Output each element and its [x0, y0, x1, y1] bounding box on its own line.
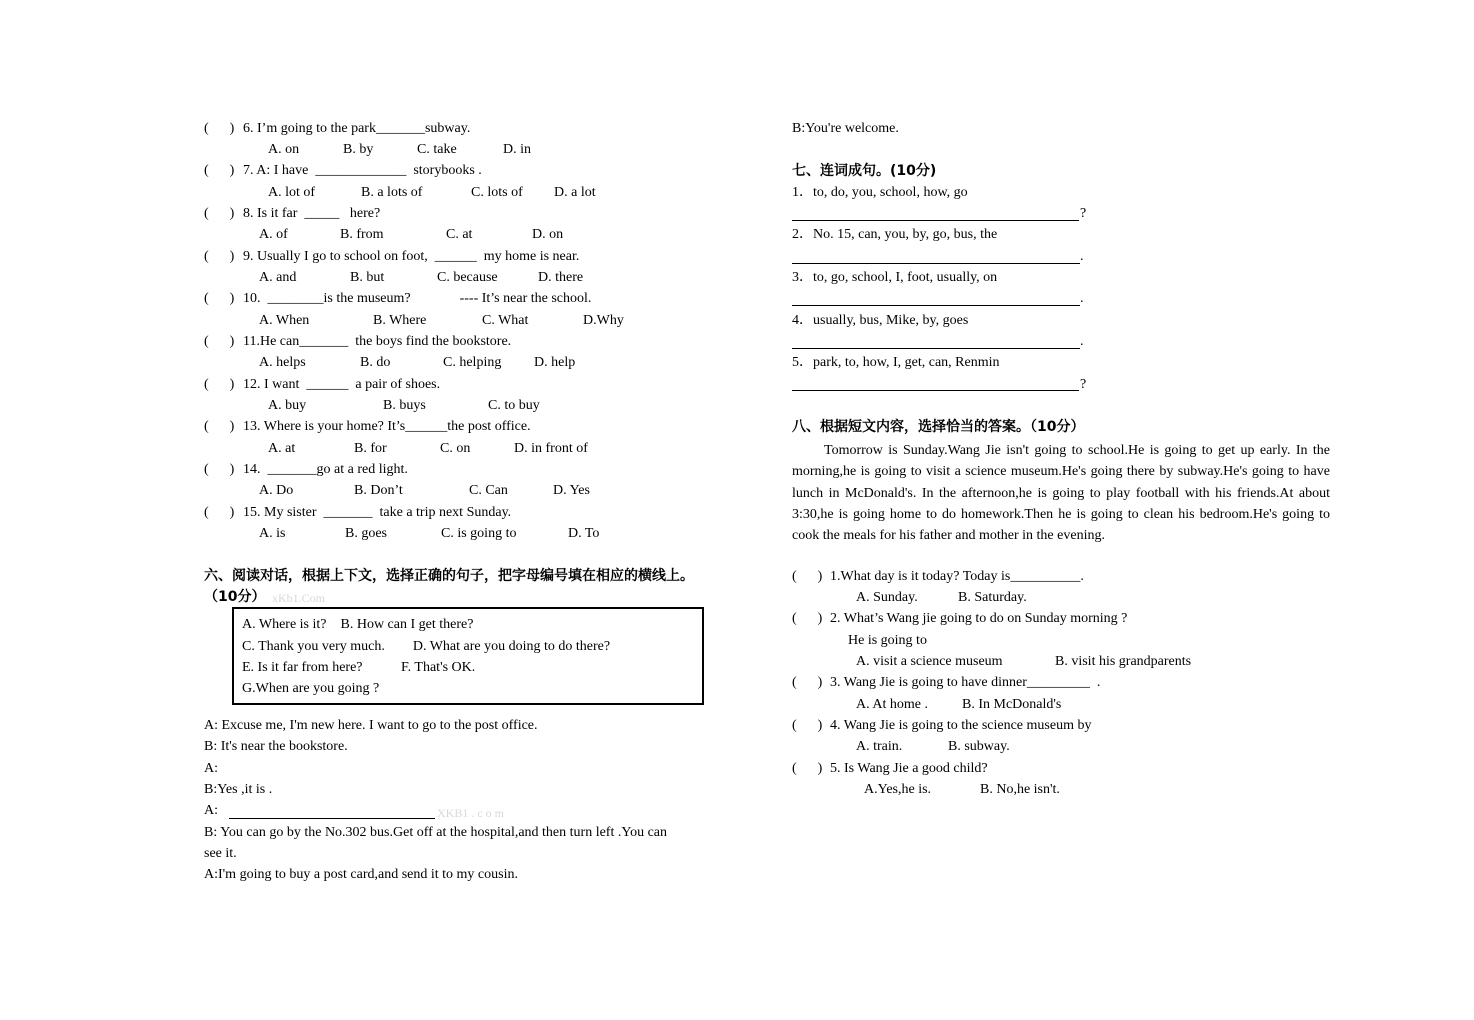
option: D. To: [568, 526, 600, 541]
option: B. In McDonald's: [962, 697, 1062, 712]
reading-passage: Tomorrow is Sunday.Wang Jie isn't going to school.He is going to get up early. In the morning,he is going to visit a science museum.He's going there by subway.He's going to have lunch in McDonald's. In the afternoon,he is going to play football with his friends.At about 3:30,he is going home to do homework.Then he is going to clean his bedroom.He's going to cook the meals for his father and mother in the evening.: [792, 443, 1330, 544]
option: C. lots of: [471, 185, 523, 200]
reading-question-5: 5. Is Wang Jie a good child?: [830, 761, 988, 776]
option: B. from: [340, 227, 384, 242]
option: D. there: [538, 270, 584, 285]
sentence-prompt: 4．usually, bus, Mike, by, goes: [792, 313, 969, 328]
reading-question-4: 4. Wang Jie is going to the science museum by: [830, 718, 1092, 733]
option: C. to buy: [488, 398, 540, 413]
option: B. subway.: [948, 739, 1010, 754]
option: B. Don’t: [354, 483, 403, 498]
option: C. is going to: [441, 526, 517, 541]
reading-question-3: 3. Wang Jie is going to have dinner_________ .: [830, 675, 1101, 690]
question-7: 7. A: I have _____________ storybooks .: [243, 163, 482, 178]
answer-line: [792, 305, 1080, 306]
answer-line: [792, 348, 1080, 349]
option: A. At home .: [856, 697, 928, 712]
option: D. in front of: [514, 441, 588, 456]
option: B. visit his grandparents: [1055, 654, 1192, 669]
box-line: E. Is it far from here? F. That's OK.: [242, 660, 476, 675]
answer-line: [792, 390, 1079, 391]
answer-paren: ( ): [204, 206, 235, 221]
sentence-end: .: [1080, 334, 1084, 349]
option: B. buys: [383, 398, 426, 413]
question-8: 8. Is it far _____ here?: [243, 206, 381, 221]
option: A.Yes,he is.: [864, 782, 932, 797]
option: A. lot of: [268, 185, 316, 200]
option: B. No,he isn't.: [980, 782, 1060, 797]
answer-line: [792, 220, 1079, 221]
option: C. on: [440, 441, 471, 456]
sentence-prompt: 2．No. 15, can, you, by, go, bus, the: [792, 227, 998, 242]
option: B. by: [343, 142, 374, 157]
option: A. visit a science museum: [856, 654, 1003, 669]
answer-paren: ( ): [792, 611, 823, 626]
option: D. on: [532, 227, 564, 242]
option: D. a lot: [554, 185, 596, 200]
option: A. is: [259, 526, 286, 541]
answer-paren: ( ): [204, 334, 235, 349]
option: B. Where: [373, 313, 427, 328]
option: C. Can: [469, 483, 508, 498]
sentence-prompt: 1．to, do, you, school, how, go: [792, 185, 968, 200]
reading-question-2: 2. What’s Wang jie going to do on Sunday morning ?: [830, 611, 1128, 626]
dialog-line: A:: [204, 803, 218, 818]
answer-paren: ( ): [204, 377, 235, 392]
answer-paren: ( ): [792, 569, 823, 584]
sentence-prompt: 3．to, go, school, I, foot, usually, on: [792, 270, 998, 285]
section-6-score: （10分）: [204, 589, 266, 605]
option: D.Why: [583, 313, 624, 328]
dialog-line: B: You can go by the No.302 bus.Get off at the hospital,and then turn left .You can: [204, 825, 667, 840]
watermark: XKB1 . c o m: [437, 806, 504, 820]
option: A. When: [259, 313, 310, 328]
option: D. Yes: [553, 483, 590, 498]
dialog-line: A:: [204, 761, 218, 776]
option: A. buy: [268, 398, 307, 413]
option: A. helps: [259, 355, 306, 370]
answer-paren: ( ): [792, 718, 823, 733]
option: A. of: [259, 227, 288, 242]
dialog-line: see it.: [204, 846, 237, 861]
option: C. What: [482, 313, 529, 328]
reading-question-1: 1.What day is it today? Today is__________.: [830, 569, 1084, 584]
question-13: 13. Where is your home? It’s______the post office.: [243, 419, 531, 434]
dialog-line: B: It's near the bookstore.: [204, 739, 348, 754]
question-11: 11.He can_______ the boys find the bookstore.: [243, 334, 512, 349]
answer-paren: ( ): [204, 291, 235, 306]
dialog-line: B:You're welcome.: [792, 121, 899, 136]
answer-paren: ( ): [204, 505, 235, 520]
option: A. on: [268, 142, 300, 157]
answer-paren: ( ): [204, 121, 235, 136]
dialog-line: A: Excuse me, I'm new here. I want to go to the post office.: [204, 718, 538, 733]
section-6-title: 六、阅读对话，根据上下文，选择正确的句子，把字母编号填在相应的横线上。: [204, 568, 694, 584]
question-15: 15. My sister _______ take a trip next Sunday.: [243, 505, 512, 520]
option: C. at: [446, 227, 473, 242]
section-8-title: 八、根据短文内容，选择恰当的答案。（10分）: [792, 419, 1085, 435]
box-line: C. Thank you very much. D. What are you doing to do there?: [242, 639, 611, 654]
option: A. at: [268, 441, 296, 456]
option: C. helping: [443, 355, 502, 370]
box-line: G.When are you going ?: [242, 681, 380, 696]
sentence-end: .: [1080, 249, 1084, 264]
question-continuation: He is going to: [848, 633, 927, 648]
answer-paren: ( ): [204, 462, 235, 477]
sentence-prompt: 5．park, to, how, I, get, can, Renmin: [792, 355, 1000, 370]
answer-paren: ( ): [204, 163, 235, 178]
answer-paren: ( ): [204, 419, 235, 434]
box-line: A. Where is it? B. How can I get there?: [242, 617, 474, 632]
answer-paren: ( ): [792, 675, 823, 690]
option: A. and: [259, 270, 297, 285]
option: C. because: [437, 270, 498, 285]
sentence-end: ?: [1080, 206, 1087, 221]
option: C. take: [417, 142, 457, 157]
question-9: 9. Usually I go to school on foot, ______ my home is near.: [243, 249, 580, 264]
option: A. Do: [259, 483, 294, 498]
option: D. in: [503, 142, 531, 157]
answer-blank: [229, 818, 435, 819]
option: D. help: [534, 355, 576, 370]
option: B. goes: [345, 526, 387, 541]
answer-paren: ( ): [204, 249, 235, 264]
sentence-end: ?: [1080, 377, 1087, 392]
question-10: 10. ________is the museum? ---- It’s near the school.: [243, 291, 592, 306]
option: B. for: [354, 441, 387, 456]
dialog-line: A:I'm going to buy a post card,and send it to my cousin.: [204, 867, 518, 882]
option: B. a lots of: [361, 185, 423, 200]
dialog-line: B:Yes ,it is .: [204, 782, 273, 797]
option: A. train.: [856, 739, 903, 754]
section-7-title: 七、连词成句。(10分): [792, 163, 937, 179]
question-14: 14. _______go at a red light.: [243, 462, 408, 477]
option: A. Sunday.: [856, 590, 918, 605]
option: B. do: [360, 355, 391, 370]
option: B. but: [350, 270, 385, 285]
question-12: 12. I want ______ a pair of shoes.: [243, 377, 441, 392]
question-6: 6. I’m going to the park_______subway.: [243, 121, 471, 136]
answer-paren: ( ): [792, 761, 823, 776]
option: B. Saturday.: [958, 590, 1027, 605]
sentence-end: .: [1080, 291, 1084, 306]
watermark: xKb1.Com: [272, 591, 326, 605]
answer-line: [792, 263, 1080, 264]
